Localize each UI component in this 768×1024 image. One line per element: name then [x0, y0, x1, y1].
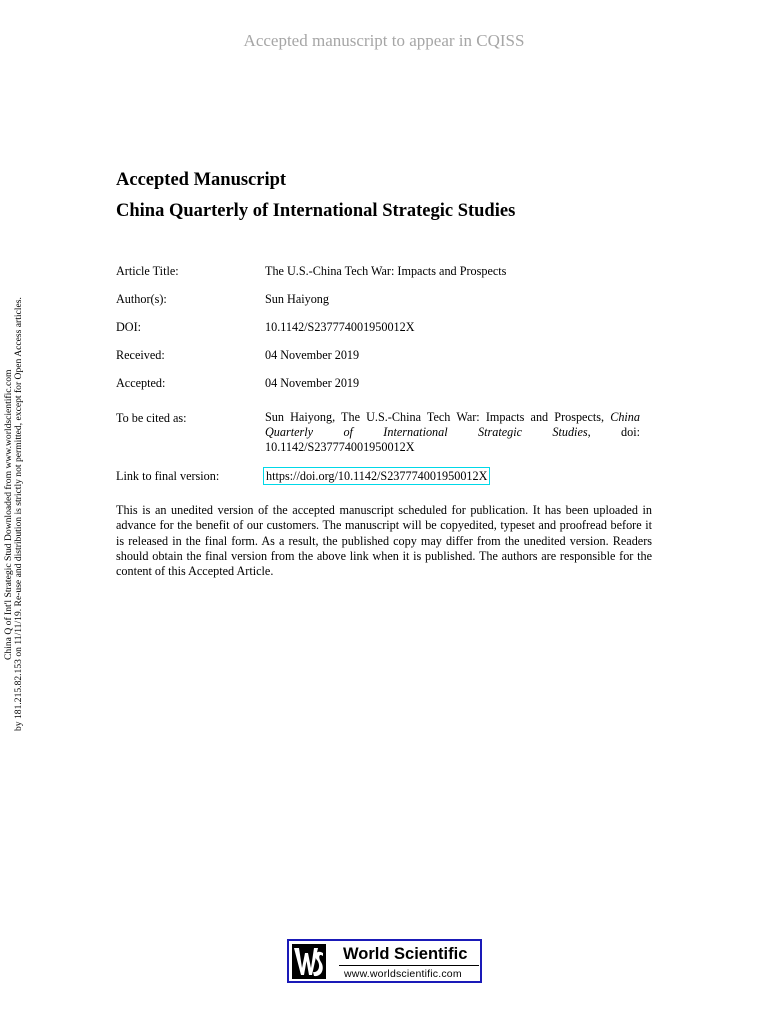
download-notice-line2: by 181.215.82.153 on 11/11/19. Re-use and distribution is strictly not permitted, except for Open Access articles.	[13, 297, 24, 731]
logo-divider	[339, 965, 479, 966]
journal-title: China Quarterly of International Strategic Studies	[116, 201, 516, 221]
citation-suffix: , doi: 10.1142/S237774001950012X	[265, 425, 640, 454]
download-notice-line1: China Q of Int'l Strategic Stud Downloaded from www.worldscientific.com	[3, 369, 14, 660]
accepted-date: 04 November 2019	[265, 376, 360, 390]
received-date: 04 November 2019	[265, 348, 360, 362]
publisher-name: World Scientific	[343, 945, 468, 963]
authors-label: Author(s):	[116, 292, 167, 306]
final-version-label: Link to final version:	[116, 469, 220, 483]
accepted-label: Accepted:	[116, 376, 166, 390]
article-title-label: Article Title:	[116, 264, 179, 278]
doi-value: 10.1142/S237774001950012X	[265, 320, 415, 334]
authors-value: Sun Haiyong	[265, 292, 329, 306]
publisher-logo	[287, 939, 482, 983]
final-version-link[interactable]: https://doi.org/10.1142/S237774001950012X	[263, 467, 490, 485]
article-title-value: The U.S.-China Tech War: Impacts and Prospects	[265, 264, 507, 278]
document-type-title: Accepted Manuscript	[116, 170, 287, 190]
citation-label: To be cited as:	[116, 411, 187, 425]
citation-journal: China Quarterly of International Strategic Studies	[265, 410, 640, 439]
world-scientific-logo-icon	[292, 944, 326, 979]
publisher-url: www.worldscientific.com	[344, 968, 462, 980]
received-label: Received:	[116, 348, 165, 362]
citation-prefix: Sun Haiyong, The U.S.-China Tech War: Impacts and Prospects,	[265, 410, 611, 424]
disclaimer-paragraph: This is an unedited version of the accepted manuscript scheduled for publication. It has been uploaded in advance for the benefit of our customers. The manuscript will be copyedited, typeset and proofread before it is released in the final form. As a result, the published copy may differ from the unedited version. Readers should obtain the final version from the above link when it is published. The authors are responsible for the content of this Accepted Article.	[116, 503, 652, 579]
running-head: Accepted manuscript to appear in CQISS	[243, 31, 525, 50]
doi-label: DOI:	[116, 320, 142, 334]
citation-text	[265, 410, 640, 455]
